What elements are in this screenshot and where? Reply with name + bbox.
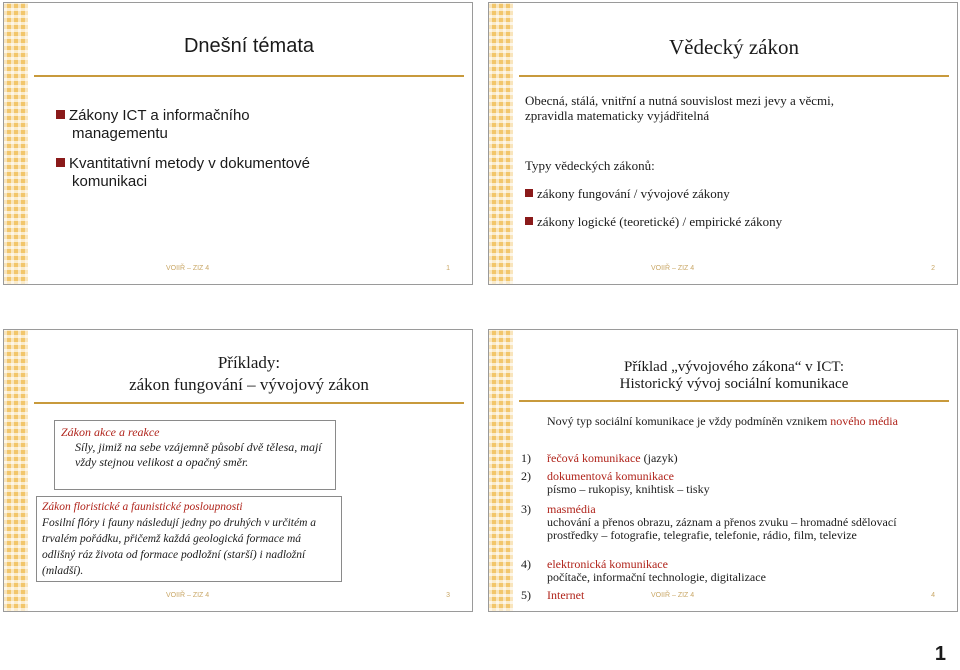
slide-number: 2 [931,265,935,272]
title-rule [34,75,464,77]
types-heading: Typy vědeckých zákonů: [525,158,655,173]
law-box-action-reaction [54,420,336,490]
box-heading: Zákon akce a reakce [61,425,160,439]
slide-number: 3 [446,592,450,599]
law-box-succession [36,496,342,582]
list-item: Kvantitativní metody v dokumentové komunikaci [56,155,316,191]
slide-title: Příklady: zákon fungování – vývojový zákon [129,353,369,394]
footer-label: VOIIŘ – ZIZ 4 [651,592,695,599]
list-item: 1) řečová komunikace (jazyk) [521,451,678,465]
box-text: Síly, jimiž na sebe vzájemně působí dvě tělesa, mají vždy stejnou velikost a opačný směr. [75,440,322,469]
list-item: 4) elektronická komunikace počítače, informační technologie, digitalizace [521,557,766,584]
slide-title: Vědecký zákon [668,35,800,59]
footer-label: VOIIŘ – ZIZ 4 [166,265,210,272]
footer-label: VOIIŘ – ZIZ 4 [651,265,695,272]
box-text: Fosilní flóry i fauny následují jedny po druhých v určitém a trvalém pořádku, přičemž každá geologická formace má odlišný ráz života od formace podložní (starší) i nadložní (mladší). [42,517,317,577]
decorative-stripe [489,3,513,284]
slide-1 [3,2,473,285]
list-item: zákony fungování / vývojové zákony [525,186,730,202]
square-bullet-icon [525,189,533,197]
list-item: 3) masmédia uchování a přenos obrazu, záznam a přenos zvuku – hromadné sdělovací prostředky – fotografie, telegrafie, telefonie, rádio, film, televize [521,502,897,542]
page-number: 1 [934,643,946,665]
definition-text: Obecná, stálá, vnitřní a nutná souvislost mezi jevy a věcmi, zpravidla matematicky vyjádřitelná [525,93,835,123]
slide-title: Dnešní témata [183,35,315,57]
list-item: zákony logické (teoretické) / empirické zákony [525,214,782,230]
list-item: 5) Internet [521,588,585,602]
title-rule [34,402,464,404]
slide-number: 4 [931,592,935,599]
list-item: Zákony ICT a informačního managementu [56,107,316,143]
intro-text: Nový typ sociální komunikace je vždy podmíněn vznikem nového média [547,414,898,428]
bullet-list [56,107,316,191]
slide-title: Příklad „vývojového zákona“ v ICT: Historický vývoj sociální komunikace [619,359,849,392]
decorative-stripe [489,330,513,611]
title-rule [519,400,949,402]
list-item: 2) dokumentová komunikace písmo – rukopisy, knihtisk – tisky [521,469,710,496]
decorative-stripe [4,3,28,284]
slide-3 [3,329,473,612]
square-bullet-icon [525,217,533,225]
decorative-stripe [4,330,28,611]
footer-label: VOIIŘ – ZIZ 4 [166,592,210,599]
title-rule [519,75,949,77]
slide-4 [488,329,958,612]
slide-2 [488,2,958,285]
box-heading: Zákon floristické a faunistické posloupnosti [42,501,243,513]
square-bullet-icon [56,158,65,167]
square-bullet-icon [56,110,65,119]
slide-number: 1 [446,265,450,272]
